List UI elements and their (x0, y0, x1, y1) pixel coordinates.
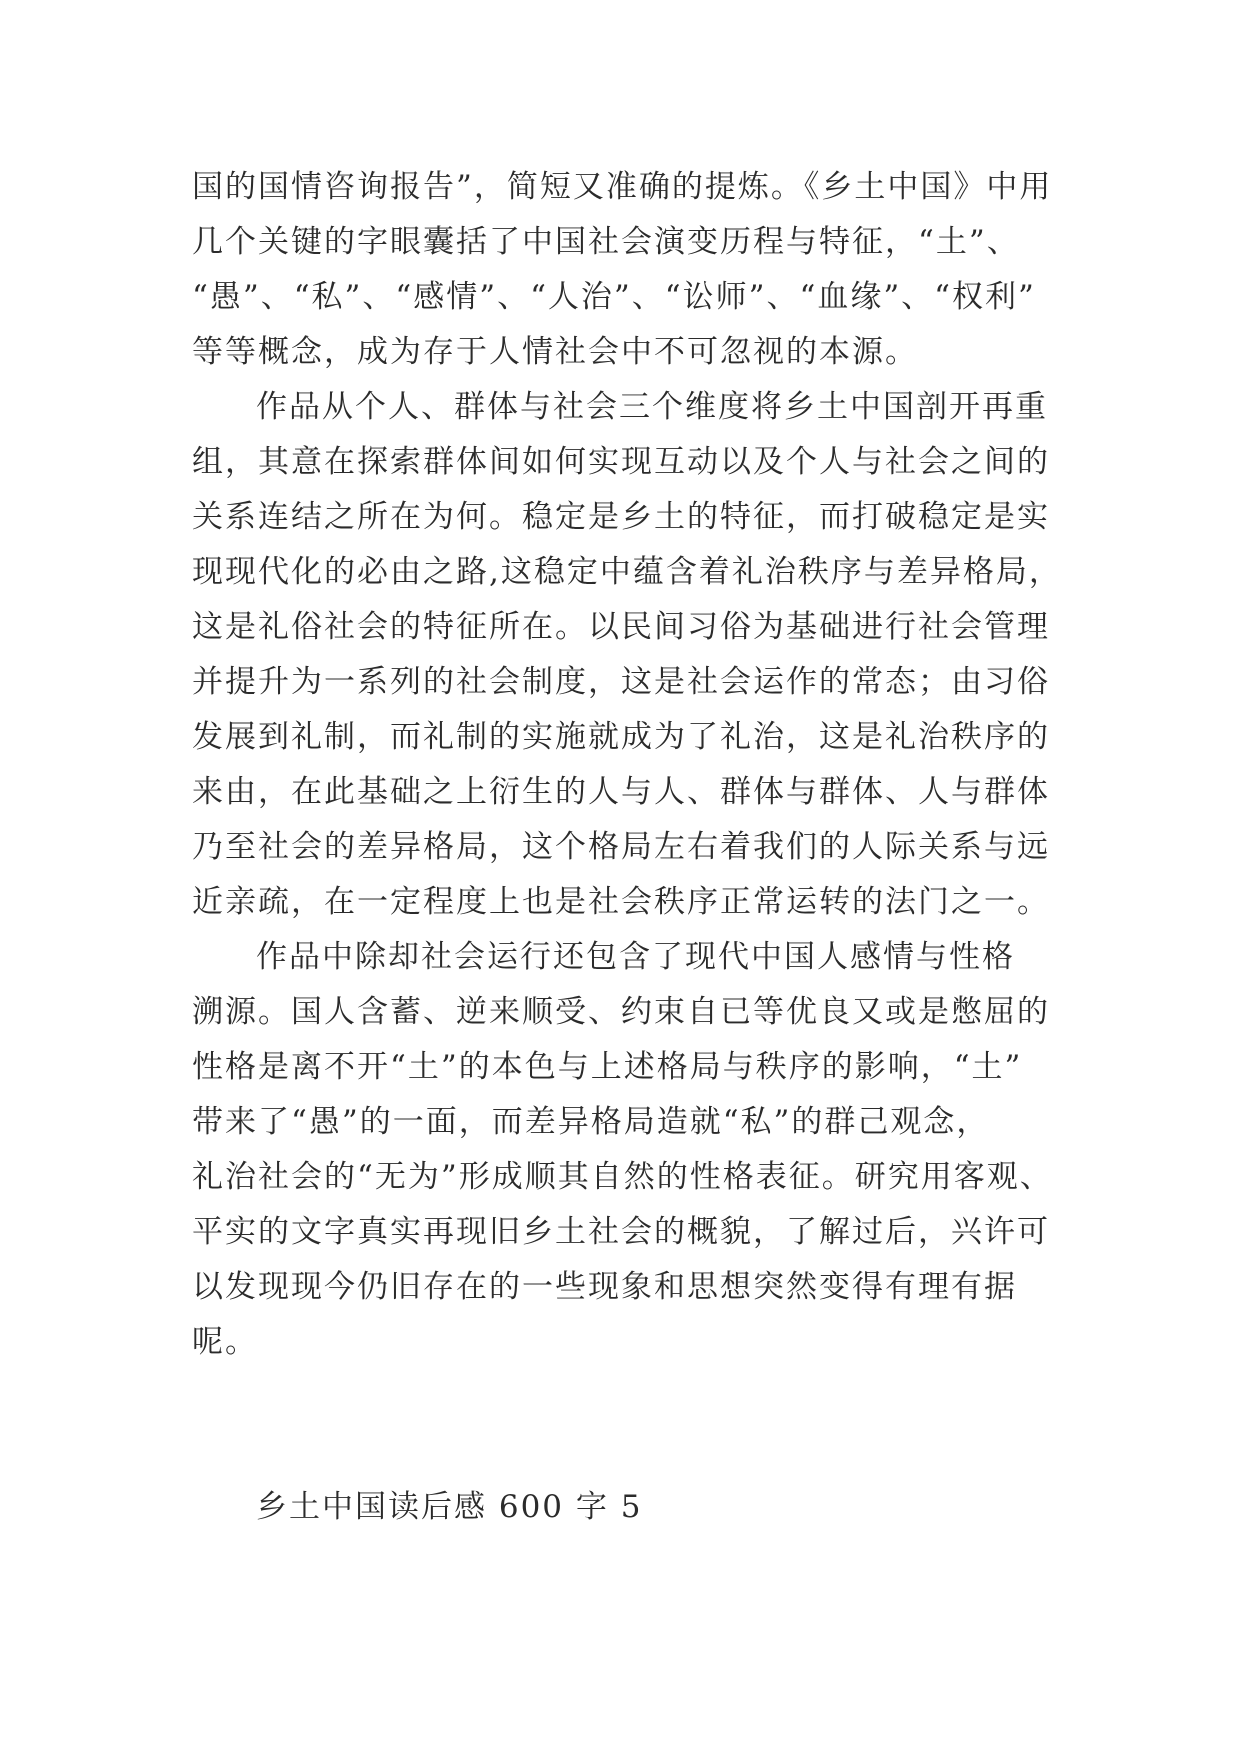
text-line: 并提升为一系列的社会制度，这是社会运作的常态；由习俗 (192, 664, 1050, 700)
text-line: 几个关键的字眼囊括了中国社会演变历程与特征，“土”、 (192, 224, 1020, 260)
text-line: 组，其意在探索群体间如何实现互动以及个人与社会之间的 (192, 444, 1050, 480)
text-line: 发展到礼制，而礼制的实施就成为了礼治，这是礼治秩序的 (192, 719, 1050, 755)
text-line: 等等概念，成为存于人情社会中不可忽视的本源。 (192, 334, 918, 370)
paragraph-1 (192, 160, 1052, 380)
text-line: 这是礼俗社会的特征所在。以民间习俗为基础进行社会管理 (192, 609, 1050, 645)
section-heading: 乡土中国读后感 600 字 5 (256, 1489, 643, 1525)
text-line: 呢。 (192, 1324, 258, 1360)
section-spacer (192, 1370, 1052, 1480)
text-line: 近亲疏，在一定程度上也是社会秩序正常运转的法门之一。 (192, 884, 1050, 920)
text-line: 带来了“愚”的一面，而差异格局造就“私”的群己观念， (192, 1104, 990, 1140)
text-line: 现现代化的必由之路,这稳定中蕴含着礼治秩序与差异格局， (192, 554, 1062, 590)
text-line: 来由，在此基础之上衍生的人与人、群体与群体、人与群体 (192, 774, 1050, 810)
text-line: 作品中除却社会运行还包含了现代中国人感情与性格 (256, 939, 1015, 975)
text-line: 礼治社会的“无为”形成顺其自然的性格表征。研究用客观、 (192, 1159, 1053, 1195)
text-line: 平实的文字真实再现旧乡土社会的概貌，了解过后，兴许可 (192, 1214, 1050, 1250)
text-line: 溯源。国人含蓄、逆来顺受、约束自已等优良又或是憋屈的 (192, 994, 1050, 1030)
paragraph-3 (192, 930, 1052, 1370)
text-line: 乃至社会的差异格局，这个格局左右着我们的人际关系与远 (192, 829, 1050, 865)
text-line: 以发现现今仍旧存在的一些现象和思想突然变得有理有据 (192, 1269, 1017, 1305)
paragraph-2 (192, 380, 1062, 930)
document-body (192, 160, 1062, 1535)
text-line: 作品从个人、群体与社会三个维度将乡土中国剖开再重 (256, 389, 1048, 425)
text-line: 性格是离不开“土”的本色与上述格局与秩序的影响，“土” (192, 1049, 1023, 1085)
text-line: 关系连结之所在为何。稳定是乡土的特征，而打破稳定是实 (192, 499, 1050, 535)
text-line: “愚”、“私”、“感情”、“人治”、“讼师”、“血缘”、“权利” (192, 279, 1036, 315)
text-line: 国的国情咨询报告”，简短又准确的提炼。《乡土中国》中用 (192, 169, 1053, 205)
